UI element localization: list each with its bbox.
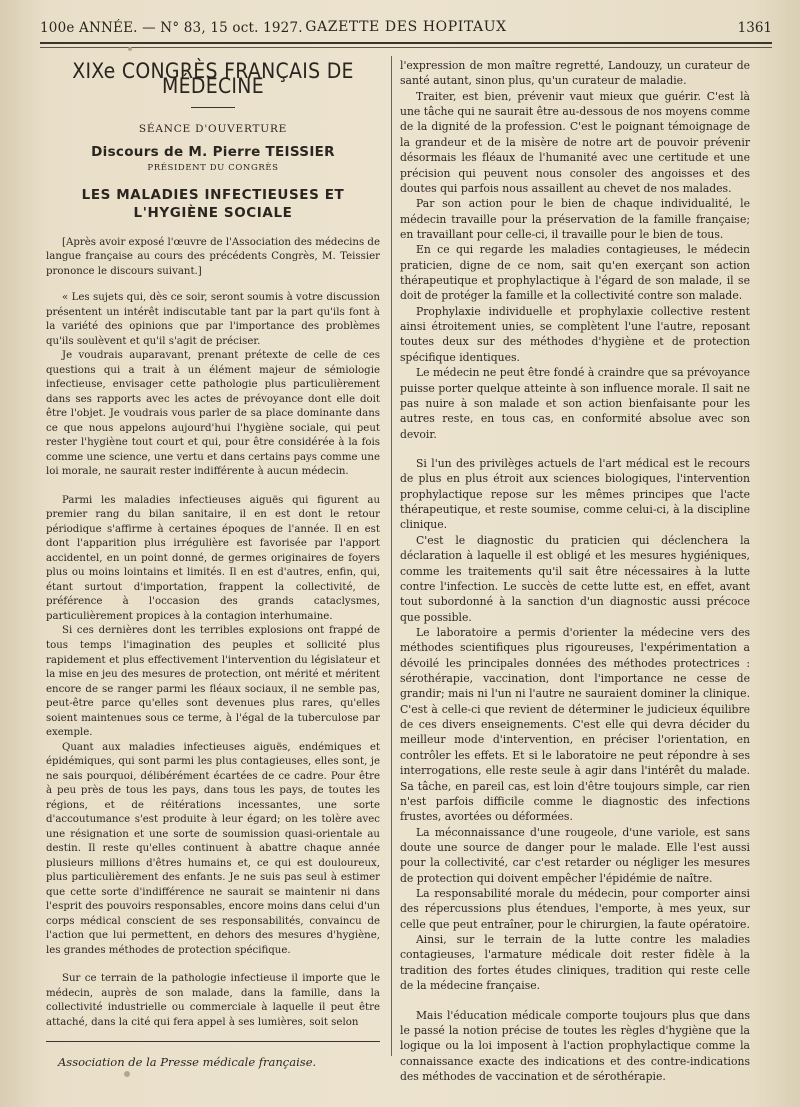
section-break xyxy=(46,958,380,972)
binding-hole-mark xyxy=(124,1071,130,1077)
paragraph: C'est le diagnostic du praticien qui déclenchera la déclaration à laquelle il est obligé et les mesures hygiéniques, comme les traitements qu'il sait être nécessaires à la lutte contre l'infection. Le succès de cette lutte est, en effet, avant tout subordonné à la sanction d'un diagnostic aussi précoce que possible. xyxy=(400,533,750,624)
footer-rule xyxy=(46,1041,380,1042)
editor-intro: [Après avoir exposé l'œuvre de l'Association des médecins de langue française au cours des précédents Congrès, M. Teissier prononce le discours suivant.] xyxy=(46,236,380,277)
paragraph: En ce qui regarde les maladies contagieuses, le médecin praticien, digne de ce nom, sait qu'en exerçant son action thérapeutique et prophylactique à l'égard de son malade, il se doit de protéger la famille et la collectivité contre son malade. xyxy=(400,243,750,303)
article-subtitle: LES MALADIES INFECTIEUSES ET L'HYGIÈNE SOCIALE xyxy=(81,186,345,221)
section-break xyxy=(400,994,750,1008)
speaker-role: PRÉSIDENT DU CONGRÈS xyxy=(147,163,279,174)
page-header xyxy=(40,18,772,38)
paragraph: Si ces dernières dont les terribles explosions ont frappé de tous temps l'imagination des peuples et sollicité plus rapidement et plus effectivement l'intervention du législateur et la mise en jeu des mesures de protection, ont mérité et méritent encore de se ranger parmi les fléaux sociaux, il ne semble pas, peut-être parce qu'elles sont devenues plus rares, qu'elles soient maintenues sous ce terme, à l'égal de la tuberculose par exemple. xyxy=(46,625,380,739)
left-paragraphs xyxy=(46,291,380,1030)
section-break xyxy=(400,442,750,456)
paragraph: Le laboratoire a permis d'orienter la médecine vers des méthodes scientifiques plus rigoureuses, l'expérimentation a dévoilé les principales données des méthodes protectrices : sérothérapie, vaccination, dont l'importance ne cesse de grandir; mais ni l'un ni l'autre ne sauraient dominer la clinique. C'est à celle-ci que revient de déterminer le judicieux équilibre de ces divers enseignements. C'est elle qui devra décider du meilleur mode d'intervention, en préciser l'orientation, en contrôler les effets. Et si le laboratoire ne peut répondre à ses interrogations, elle reste seule à agir dans l'intérêt du malade. Sa tâche, en pareil cas, est loin d'être toujours simple, car rien n'est parfois difficile comme le diagnostic des infections frustes, avortées ou déformées. xyxy=(400,625,750,824)
header-rule xyxy=(40,42,772,44)
paragraph: La responsabilité morale du médecin, pour comporter ainsi des répercussions plus étendues, l'emporte, à mes yeux, sur celle que peut entraîner, pour le chirurgien, la faute opératoire. xyxy=(400,887,750,931)
paragraph: Le médecin ne peut être fondé à craindre que sa prévoyance puisse porter quelque atteinte à son influence morale. Il sait ne pas nuire à son malade et son action bienfaisante pour les autres reste, en tous cas, en conformité absolue avec son devoir. xyxy=(400,366,750,441)
paragraph: Quant aux maladies infectieuses aiguës, endémiques et épidémiques, qui sont parmi les plus contagieuses, elles sont, je ne sais pourquoi, délibérément écartées de ce cadre. Pour être à peu près de tous les pays, dans tous les pays, de toutes les régions, et de réitérations incessantes, une sorte d'accoutumance s'est produite à leur égard; on les tolère avec une résignation et une sorte de soumission quasi-orientale au destin. Il reste qu'elles continuent à abattre chaque année plusieurs millions d'êtres humains et, ce qui est douloureux, plus particulièrement des enfants. Je ne suis pas seul à estimer que cette sorte d'indifférence ne saurait se maintenir ni dans l'esprit des pouvoirs responsables, encore moins dans celui d'un corps médical conscient de ses responsabilités, convaincu de l'action que lui permettent, en dehors des mesures d'hygiène, les grandes méthodes de protection spécifique. xyxy=(46,741,380,956)
paragraph: Je voudrais auparavant, prenant prétexte de celle de ces questions qui a trait à un élément majeur de sémiologie infectieuse, envisager cette pathologie plus particulièrement dans ses rapports avec les actes de prévoyance dont elle doit être l'objet. Je voudrais vous parler de sa place dominante dans ce que nous appelons aujourd'hui l'hygiène sociale, qui peut rester l'hygiène tout court et qui, pour être considérée à la fois comme une science, une vertu et dans certains pays comme une loi morale, ne saurait rester indifférente à aucun médecin. xyxy=(46,350,380,478)
paragraph: Traiter, est bien, prévenir vaut mieux que guérir. C'est là une tâche qui ne saurait être au-dessous de nos moyens comme de la dignité de la profession. C'est le poignant témoignage de la grandeur et de la misère de notre art de pouvoir prévenir désormais les fléaux de l'humanité avec une certitude et une précision qui peuvent nous consoler des angoisses et des doutes qui parfois nous assaillent au chevet de nos malades. xyxy=(400,89,750,195)
paragraph: « Les sujets qui, dès ce soir, seront soumis à votre discussion présentent un intérêt indiscutable tant par la part qu'ils font à la variété des opinions que par l'importance des problèmes qu'ils soulèvent et qu'il s'agit de préciser. xyxy=(46,292,380,347)
session-label: SÉANCE D'OUVERTURE xyxy=(138,123,288,136)
paragraph: Par son action pour le bien de chaque individualité, le médecin travaille pour la préservation de la famille française; en travaillant pour celle-ci, il travaille pour le bien de tous. xyxy=(400,197,750,241)
paragraph: La méconnaissance d'une rougeole, d'une variole, est sans doute une source de danger pour le malade. Elle l'est aussi pour la collectivité, car c'est retarder ou négliger les mesures de protection qui doivent empêcher l'épidémie de naître. xyxy=(400,825,750,885)
paragraph: Mais l'éducation médicale comporte toujours plus que dans le passé la notion précise de toutes les règles d'hygiène que la logique ou la loi imposent à l'action prophylactique comme la connaissance exacte des indications et des contre-indications des méthodes de vaccination et de sérothérapie. xyxy=(400,1008,750,1083)
issue-line: 100e ANNÉE. — N° 83, 15 oct. 1927. xyxy=(40,20,303,36)
paragraph: l'expression de mon maître regretté, Landouzy, un curateur de santé autant, sinon plus, qu'un curateur de maladie. xyxy=(400,59,750,88)
speech-heading: Discours de M. Pierre TEISSIER xyxy=(91,143,335,160)
paragraph: Ainsi, sur le terrain de la lutte contre les maladies contagieuses, l'armature médicale doit rester fidèle à la tradition des fortes études cliniques, tradition qui reste celle de la médecine française. xyxy=(400,933,750,993)
column-divider xyxy=(391,56,392,1056)
paragraph: Prophylaxie individuelle et prophylaxie collective restent ainsi étroitement unies, se complètent l'une l'autre, reposant toutes deux sur des méthodes d'hygiène et de protection spécifique identiques. xyxy=(400,304,750,364)
right-column xyxy=(400,58,750,1084)
paragraph: Si l'un des privilèges actuels de l'art médical est le recours de plus en plus étroit aux sciences biologiques, l'intervention prophylactique repose sur les mêmes principes que l'acte thérapeutique, et reste soumise, comme celui-ci, à la discipline clinique. xyxy=(400,456,750,532)
article-title: XIXe CONGRÈS FRANÇAIS DE MÉDECINE xyxy=(72,59,354,98)
journal-title: GAZETTE DES HOPITAUX xyxy=(305,19,507,35)
left-column xyxy=(46,58,380,1030)
header-rule-thin xyxy=(40,47,772,48)
title-rule xyxy=(191,107,235,108)
binding-hole-mark xyxy=(128,47,132,51)
paragraph: Sur ce terrain de la pathologie infectieuse il importe que le médecin, auprès de son malade, dans la famille, dans la collectivité industrielle ou commerciale à laquelle il peut être attaché, dans la cité qui fera appel à ses lumières, soit selon xyxy=(46,973,380,1028)
page-number: 1361 xyxy=(737,20,772,36)
section-break xyxy=(46,480,380,494)
right-paragraphs xyxy=(400,58,750,1084)
footer-note: Association de la Presse médicale française. xyxy=(58,1055,317,1069)
paragraph: Parmi les maladies infectieuses aiguës qui figurent au premier rang du bilan sanitaire, il en est dont le retour périodique s'affirme à certaines époques de l'année. Il en est dont l'apparition plus irrégulière est favorisée par l'apport accidentel, en un point donné, de germes originaires de foyers plus ou moins lointains et limités. Il en est d'autres, enfin, qui, étant surtout d'importation, frappent la collectivité, de préférence à l'occasion des grands cataclysmes, particulièrement propices à la contagion interhumaine. xyxy=(46,494,380,622)
